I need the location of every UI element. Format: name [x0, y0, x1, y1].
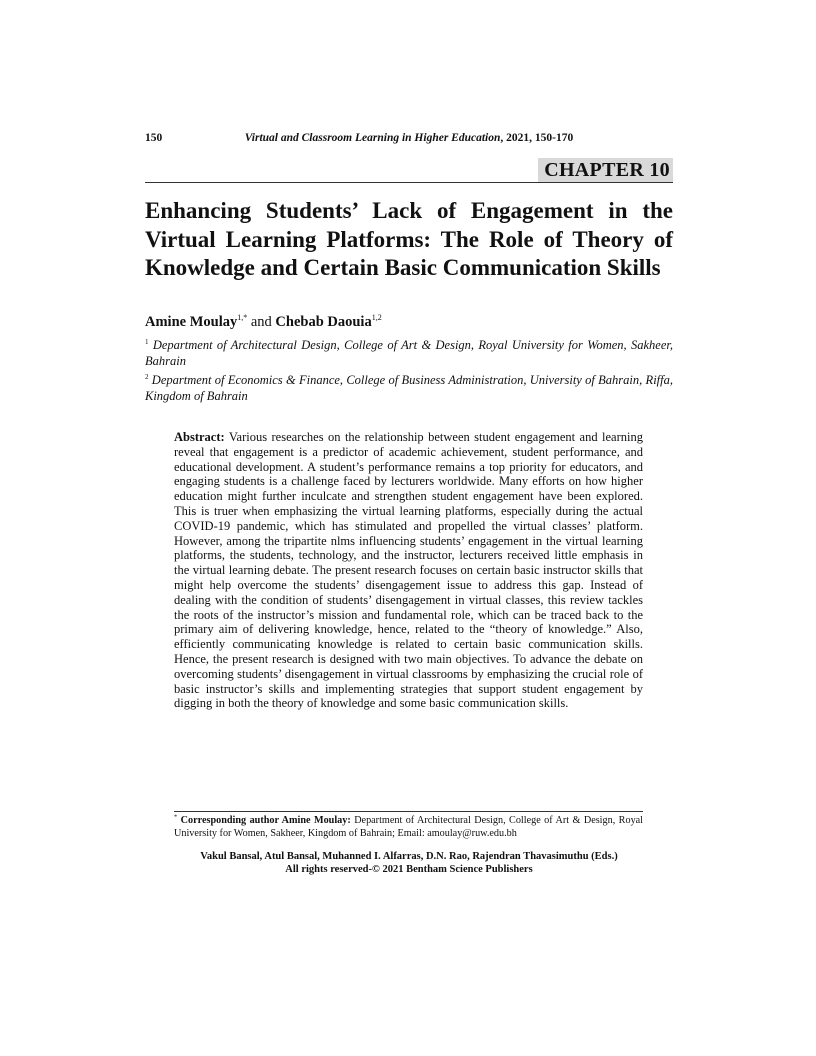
- author-1-affiliation-mark: 1,*: [237, 313, 248, 323]
- page-number: 150: [145, 132, 163, 144]
- author-line: [145, 314, 673, 331]
- editors-line: Vakul Bansal, Atul Bansal, Muhanned I. Alfarras, D.N. Rao, Rajendran Thavasimuthu (Eds.): [200, 851, 618, 862]
- author-joiner: and: [247, 314, 276, 330]
- affiliation-1-mark: 1: [145, 337, 149, 346]
- affiliation-2: [145, 373, 673, 404]
- footnote-mark: *: [174, 813, 178, 821]
- author-2-name: Chebab Daouia: [275, 314, 372, 330]
- paper-title: Enhancing Students’ Lack of Engagement in the Virtual Learning Platforms: The Role of Theory of Knowledge and Certain Basic Communication Skills: [145, 198, 673, 280]
- footnote-divider: [174, 811, 643, 812]
- publication-info: [145, 851, 673, 876]
- affiliation-2-text: Department of Economics & Finance, College of Business Administration, University of Bahrain, Riffa, Kingdom of Bahrain: [145, 373, 673, 403]
- chapter-label: CHAPTER 10: [538, 158, 673, 182]
- abstract-text: Various researches on the relationship between student engagement and learning reveal that engagement is a predictor of academic achievement, student performance, and educational development. A student’s performance remains a top priority for educators, and engaging students is a challenge faced by lecturers worldwide. Many efforts on how higher education might further inculcate and strengthen student engagement have been explored. This is truer when emphasizing the virtual learning platforms, especially during the actual COVID-19 pandemic, which has stimulated and propelled the virtual classes’ platform. However, among the tripartite nlms influencing students’ engagement in the virtual learning platforms, the students, technology, and the instructor, lecturers received little emphasis in the virtual learning debate. The present research focuses on certain basic instructor skills that might help overcome the students’ disengagement issue to address this gap. Instead of dealing with the condition of students’ disengagement in virtual classes, this review tackles the roots of the instructor’s mission and fundamental role, which can be traced back to the primary aim of delivering knowledge, hence, related to the “theory of knowledge.” Also, efficiently communicating knowledge is related to certain basic communication skills. Hence, the present research is designed with two main objectives. To advance the debate on overcoming students’ disengagement in virtual classrooms by emphasizing the crucial role of basic instructor’s skills and implementing strategies that support student engagement by digging in both the theory of knowledge and some basic communication skills.: [174, 430, 643, 711]
- author-2-affiliation-mark: 1,2: [371, 313, 382, 323]
- affiliation-1: [145, 338, 673, 369]
- footnote-label: Corresponding author Amine Moulay:: [177, 815, 351, 826]
- abstract: [174, 430, 643, 711]
- footnote-text: Department of Architectural Design, College of Art & Design, Royal University for Women, Sakheer, Kingdom of Bahrain; Email: amoulay@ruw.edu.bh: [174, 815, 644, 839]
- abstract-label: Abstract:: [174, 430, 225, 444]
- header-divider: [145, 182, 673, 183]
- author-1-name: Amine Moulay: [145, 314, 238, 330]
- copyright-line: All rights reserved-© 2021 Bentham Science Publishers: [285, 863, 533, 875]
- journal-title: [145, 132, 673, 144]
- affiliation-2-mark: 2: [145, 372, 149, 381]
- affiliation-1-text: Department of Architectural Design, College of Art & Design, Royal University for Women, Sakheer, Bahrain: [145, 338, 673, 368]
- corresponding-author-footnote: [174, 815, 643, 840]
- journal-title-text: Virtual and Classroom Learning in Higher Education: [244, 132, 501, 144]
- journal-year-pages: , 2021, 150-170: [500, 132, 574, 144]
